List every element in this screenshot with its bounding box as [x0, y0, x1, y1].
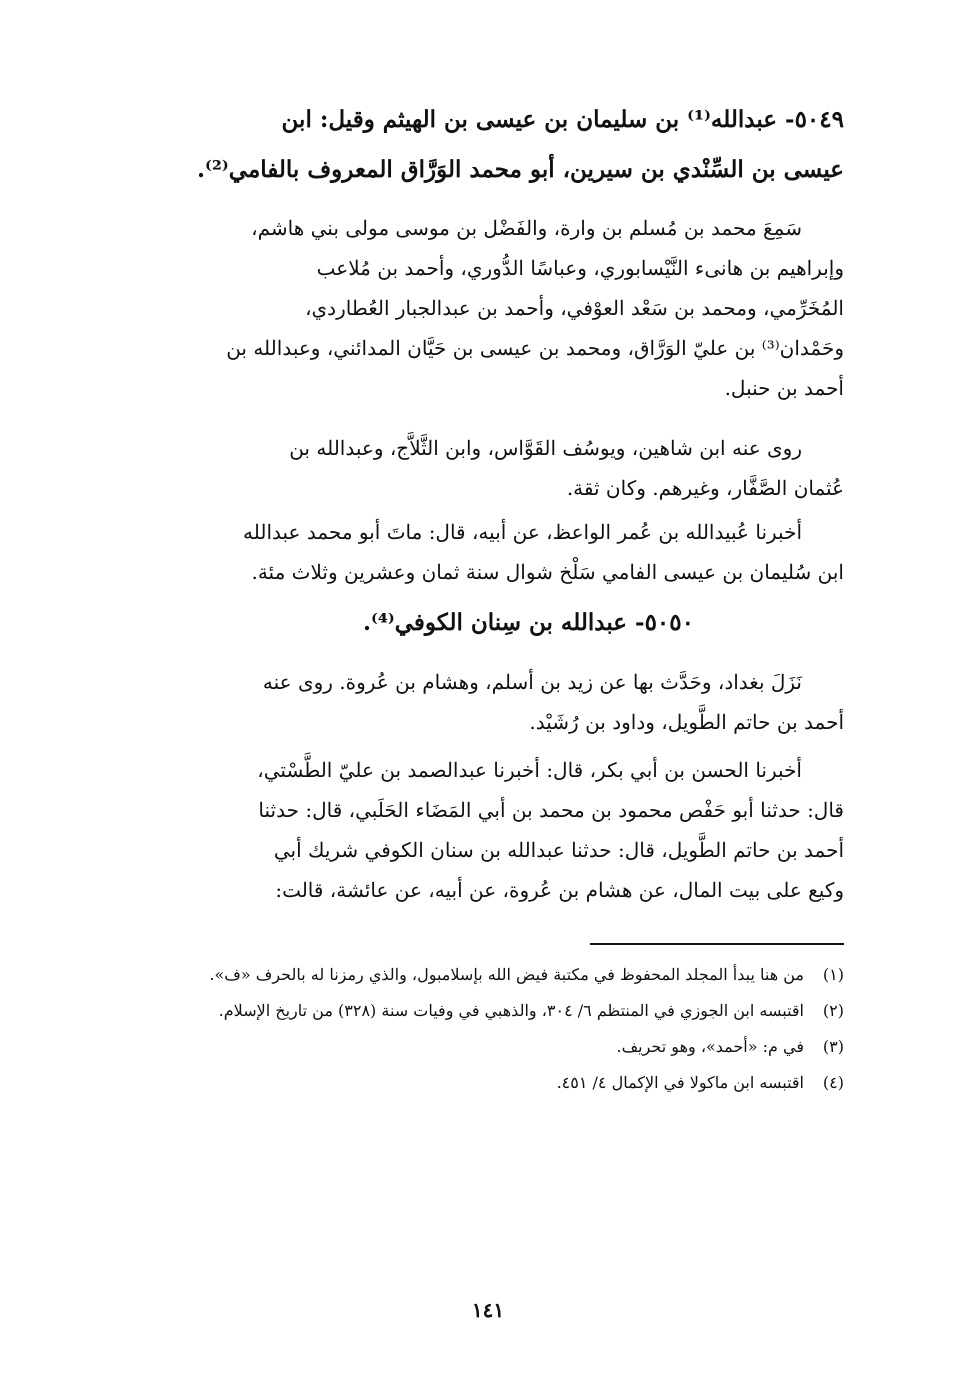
footnotes [132, 960, 844, 1104]
footnote [132, 1068, 844, 1098]
footnote-mark: (٤) [822, 1073, 844, 1092]
page-number: ١٤١ [471, 1298, 505, 1322]
text-line: ابن سُلیمان بن عیسی الفامي سَلْخ شوال سنة ثمان وعشرین وثلاث مئة. [251, 560, 844, 584]
footnote [132, 996, 844, 1026]
entry-number: ٥٠٥٠- [635, 609, 694, 636]
text-line: وإبراهیم بن هانیء النَّیْسابوري، وعباسًا الدُّوري، وأحمد بن مُلاعب [316, 256, 844, 280]
paragraph-death-report [132, 512, 844, 592]
text-line: سَمِعَ محمد بن مُسلم بن وارة، والفَضْل بن موسی مولی بني هاشم، [251, 216, 802, 240]
footnote-text: اقتبسه ابن الجوزي في المنتظم ٦/ ٣٠٤، والذهبي في وفیات سنة (٣٢٨) من تاریخ الإسلام. [218, 1001, 804, 1020]
entry-heading-5050 [132, 598, 844, 648]
text-line: المُخَرِّمي، ومحمد بن سَعْد العوْفي، وأحمد بن عبدالجبار العُطاردي، [305, 296, 844, 320]
footnote-text: من هنا یبدأ المجلد المحفوظ في مکتبة فیض الله بإسلامبول، والذي رمزنا له بالحرف «ف». [209, 965, 804, 984]
heading-line [132, 95, 844, 145]
footnote [132, 960, 844, 990]
footnote-text: اقتبسه ابن ماکولا في الإکمال ٤/ ٤٥١. [556, 1073, 804, 1092]
footnote-mark: (١) [822, 965, 844, 984]
text-line: أحمد بن حاتم الطَّویل، وداود بن رُشَیْد. [529, 710, 844, 734]
text-line: أخبرنا عُبیدالله بن عُمر الواعظ، عن أبیه، قال: ماتَ أبو محمد عبدالله [243, 520, 802, 544]
footnote-mark: (٣) [822, 1037, 844, 1056]
text-line: عُثمان الصَّفَّار، وغیرهم. وکان ثقة. [566, 476, 844, 500]
heading-text: عبدالله⁽¹⁾ بن سلیمان بن عیسی بن الهیثم وقیل: ابن [281, 106, 778, 133]
text-line: وکیع علی بیت المال، عن هشام بن عُروة، عن أبیه، عن عائشة، قالت: [275, 878, 844, 902]
paragraph-students [132, 428, 844, 508]
heading-line: عیسی بن السِّنْدي بن سیرین، أبو محمد الوَرَّاق المعروف بالفامي⁽²⁾. [196, 156, 844, 183]
paragraph-teachers [132, 208, 844, 408]
footnote-text: في م: «أحمد»، وهو تحریف. [616, 1037, 804, 1056]
text-line: نَزَلَ بغداد، وحَدَّث بها عن زید بن أسلم، وهشام بن عُروة. روی عنه [262, 670, 802, 694]
text-line: روی عنه ابن شاهین، ویوسُف القَوَّاس، وابن الثَّلاَّج، وعبدالله بن [289, 436, 802, 460]
paragraph-isnad [132, 750, 844, 910]
footnote-separator [590, 943, 844, 945]
heading-line [132, 598, 844, 648]
text-line: أحمد بن حنبل. [724, 376, 844, 400]
text-line: أحمد بن حاتم الطَّویل، قال: حدثنا عبدالله بن سنان الکوفي شریك أبي [273, 838, 844, 862]
text-line: قال: حدثنا أبو حَفْص محمود بن محمد بن أبي المَضَاء الحَلَبي، قال: حدثنا [258, 798, 844, 822]
entry-heading-5049 [132, 95, 844, 195]
heading-text: عبدالله بن سِنان الکوفي⁽⁴⁾. [362, 609, 628, 636]
footnote [132, 1032, 844, 1062]
footnote-mark: (٢) [822, 1001, 844, 1020]
text-line: وحَمْدان⁽³⁾ بن عليّ الوَرَّاق، ومحمد بن عیسی بن حَیَّان المدائني، وعبدالله بن [226, 336, 844, 360]
paragraph-residence [132, 662, 844, 742]
entry-number: ٥٠٤٩- [785, 106, 844, 133]
text-line: أخبرنا الحسن بن أبي بکر، قال: أخبرنا عبدالصمد بن عليّ الطَّسْتي، [257, 758, 802, 782]
